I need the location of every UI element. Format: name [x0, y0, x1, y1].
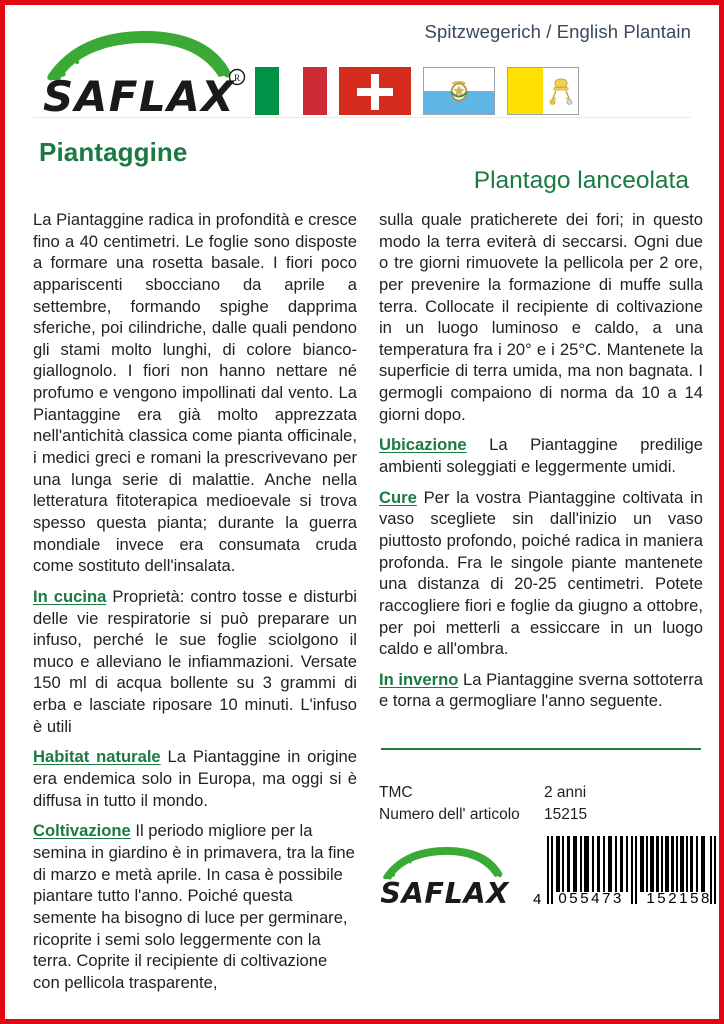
body-columns [33, 209, 712, 1002]
flag-san-marino-icon [423, 67, 495, 115]
right-column [379, 209, 712, 911]
left-column [33, 209, 357, 1002]
barcode-lead-digit: 4 [533, 891, 542, 909]
tmc-label: TMC [379, 784, 413, 802]
section-text-in-cucina: Proprietà: contro tosse e disturbi delle vie respiratorie si può preparare un infuso, perché le sue foglie sciolgono il muco e alleviano le infiammazioni. Versate 150 ml di acqua bollente su 3 grammi di erba e lasciate riposare 10 minuti. L'infuso è utili [33, 586, 357, 736]
section-text-coltivazione: Il periodo migliore per la semina in giardino è in primavera, tra la fine di marzo e metà aprile. In casa è possibile piantare tutto l'anno. Poiché questa semente ha bisogno di luce per germinare, ricoprite i semi solo leggermente con la terra. Coprite il recipiente di coltivazione con pellicola trasparente, [33, 821, 355, 992]
flag-vatican-city-icon [507, 67, 579, 115]
section-text-habitat-naturale: La Piantaggine in origine era endemica solo in Europa, ma oggi si è diffusa in tutto il mondo. [33, 747, 358, 810]
header-divider [33, 117, 691, 118]
section-text-in-inverno: La Piantaggine sverna sottoterra e torna a germogliare l'anno seguente. [379, 669, 703, 711]
section-ubicazione [379, 434, 703, 477]
barcode-left-digits: 055473 [558, 890, 624, 908]
section-heading-ubicazione: Ubicazione [379, 435, 467, 455]
label-header [33, 5, 691, 123]
product-info-table [379, 784, 703, 824]
info-row-tmc [379, 784, 703, 802]
section-habitat-naturale [33, 746, 357, 811]
article-number-label: Numero dell' articolo [379, 806, 520, 824]
barcode-ean13 [545, 834, 723, 908]
section-heading-habitat-naturale: Habitat naturale [33, 747, 161, 767]
saflax-wordmark: SAFLAX [43, 72, 236, 117]
title-block [33, 123, 691, 209]
section-coltivazione [33, 820, 357, 993]
saflax-logo-footer [379, 844, 519, 910]
page-title-latin-name: Plantago lanceolata [473, 167, 689, 194]
svg-text:R: R [233, 73, 241, 83]
section-in-cucina [33, 586, 357, 737]
section-text-ubicazione: La Piantaggine predilige ambienti soleggiati e leggermente umidi. [379, 435, 703, 477]
saflax-wordmark-footer: SAFLAX [380, 876, 510, 911]
footer-brand-and-barcode [379, 834, 712, 911]
saflax-logo [41, 27, 256, 117]
flag-switzerland-icon [339, 67, 411, 115]
barcode-area [533, 834, 723, 910]
label-inner [5, 5, 719, 1019]
tmc-value: 2 anni [544, 784, 587, 802]
footer-divider [381, 748, 701, 750]
article-number-value: 15215 [544, 806, 588, 824]
section-text-cure: Per la vostra Piantaggine coltivata in vaso scegliete sin dall'inizio un vaso piuttosto profondo, poiché radica in maniera profonda. Fra le singole piante mantenete una distanza di 20-25 centimetri. Potete raccogliere fiori e foglie da giugno a ottobre, per poi metterli a essiccare in un luogo caldo e all'ombra. [379, 487, 703, 659]
section-heading-cure: Cure [379, 487, 417, 507]
section-heading-coltivazione: Coltivazione [33, 821, 131, 841]
page-title-common-name: Piantaggine [39, 137, 188, 167]
barcode-right-digits: 152158 [646, 890, 712, 908]
flag-italy-icon [255, 67, 327, 115]
section-heading-in-cucina: In cucina [33, 586, 107, 606]
section-in-inverno [379, 669, 703, 712]
info-row-article-number [379, 806, 703, 824]
country-flags [255, 67, 579, 115]
paragraph-intro: La Piantaggine radica in profondità e cresce fino a 40 centimetri. Le foglie sono disposte a formare una rosetta basale. I fiori poco appariscenti sbocciano da aprile a settembre, formando spighe dapprima sferiche, poi cilindriche, dalle quali pendono gli stami molto lunghi, di colore bianco-giallognolo. I fiori non hanno nettare né profumo e vengono impollinati dal vento. La Piantaggine era già molto apprezzata nell'antichità classica come pianta officinale, i medici greci e romani la prescrivevano per una lunga serie di malattie. Anche nella letteratura fitoterapica medioevale si trova spesso questa pianta; durante la guerra mondiale invece era consumata cruda come sostituto dell'insalata. [33, 210, 357, 576]
section-heading-in-inverno: In inverno [379, 669, 459, 689]
logo-arc-icon-footer [383, 847, 503, 880]
plant-names-de-en: Spitzwegerich / English Plantain [424, 21, 691, 42]
paragraph-coltivazione-continued: sulla quale praticherete dei fori; in questo modo la terra eviterà di seccarsi. Ogni due o tre giorni rimuovete la pellicola per 2 ore, per prevenire la formazione di muffe sulla terra. Collocate il recipiente di coltivazione in un luogo luminoso e caldo, a una temperatura fra i 20° e i 25°C. Mantenete la superficie di terra umida, ma non bagnata. I germogli compaiono di norma da 10 a 14 giorni dopo. [379, 210, 703, 424]
section-cure [379, 487, 703, 660]
